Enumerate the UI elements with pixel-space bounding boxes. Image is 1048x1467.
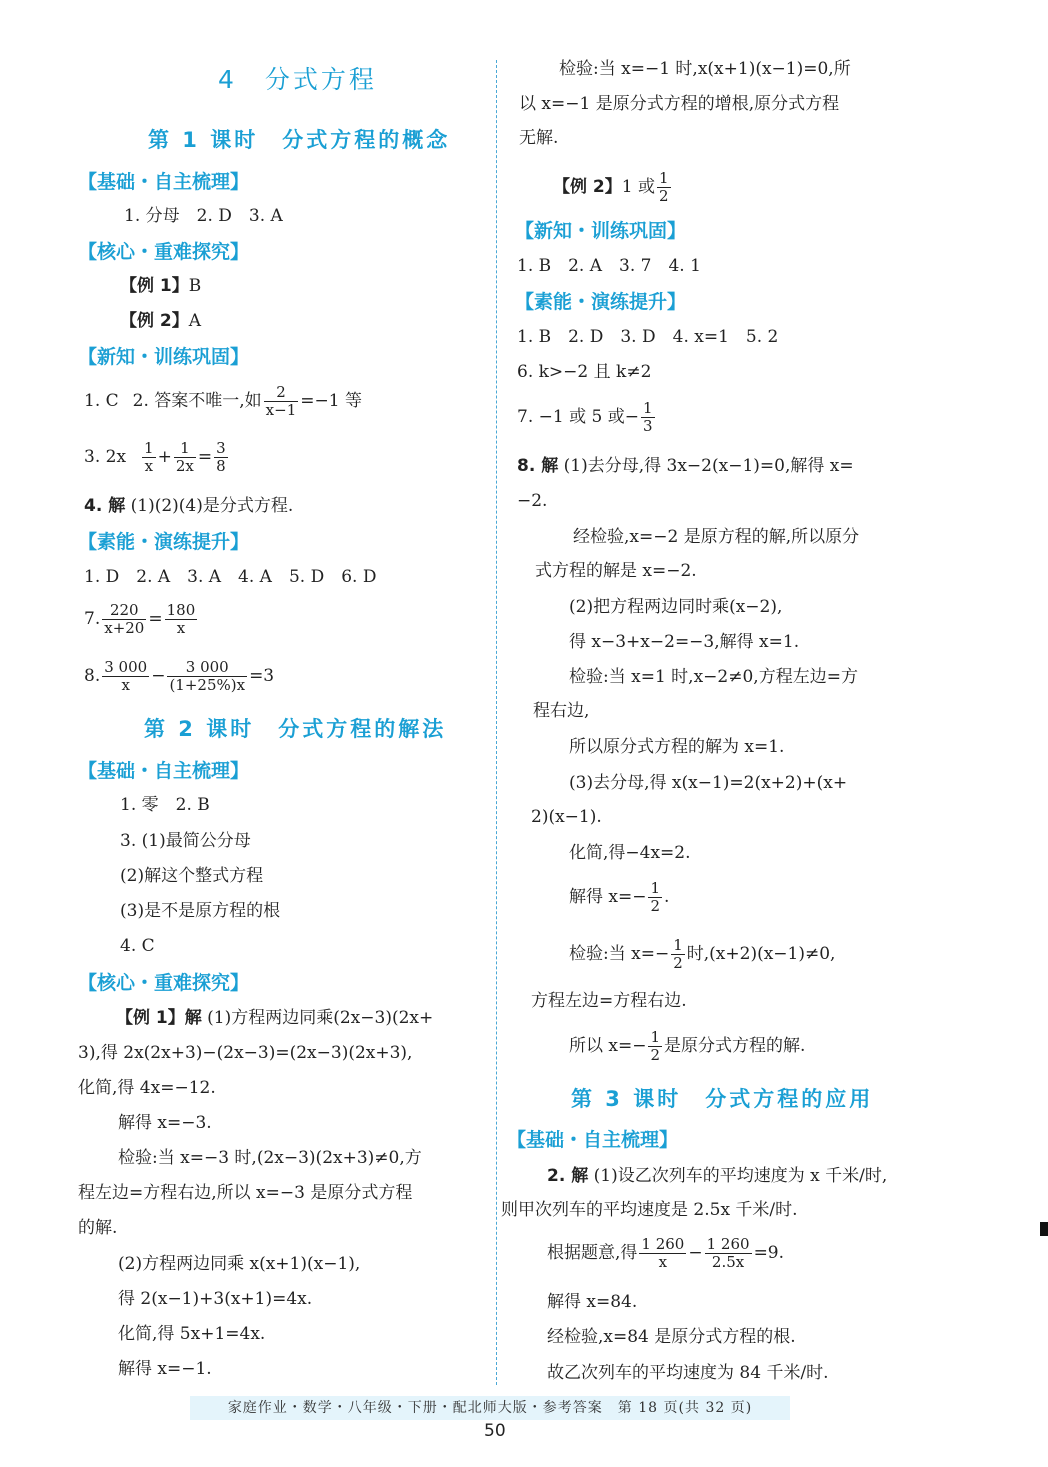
answer-line <box>84 494 293 518</box>
answer-line <box>517 400 657 435</box>
numerator: 3 <box>216 439 226 457</box>
text-line: 2)(x−1). <box>531 807 602 827</box>
text-line: 经检验,x=−2 是原方程的解,所以原分 <box>573 527 860 547</box>
fraction <box>167 659 247 694</box>
example-value: A <box>188 311 202 331</box>
answer-line: 1. 分母 2. D 3. A <box>124 206 283 226</box>
text-line <box>517 454 854 478</box>
answer-line: 6. k>−2 且 k≠2 <box>517 362 652 382</box>
example-answer <box>120 309 201 333</box>
section-heading: 【新知・训练巩固】 <box>515 220 687 242</box>
example-answer <box>120 274 201 298</box>
answer-text: 所以 x=− <box>569 1036 647 1056</box>
numerator: 1 260 <box>641 1235 685 1253</box>
text-line: 所以原分式方程的解为 x=1. <box>569 737 785 757</box>
solution-label: 8. 解 <box>517 456 559 476</box>
denominator: x <box>121 676 130 694</box>
numerator: 1 <box>174 440 196 458</box>
numerator: 1 <box>650 1028 661 1046</box>
text-line: 解得 x=−1. <box>118 1359 212 1379</box>
denominator: 2 <box>650 897 661 915</box>
numerator: 1 <box>673 936 683 954</box>
page-footer: 家庭作业・数学・八年级・下册・配北师大版・参考答案 第 18 页(共 32 页) <box>190 1396 790 1420</box>
section-heading: 【核心・重难探究】 <box>78 241 250 263</box>
lesson-1-title: 第 1 课时 分式方程的概念 <box>148 128 451 152</box>
numerator: 3 000 <box>167 659 247 677</box>
example-value: B <box>188 276 202 296</box>
text-line: 化简,得 4x=−12. <box>78 1078 216 1098</box>
denominator: x+20 <box>104 619 145 637</box>
denominator: 2 <box>658 187 669 205</box>
numerator: 1 <box>658 169 669 187</box>
answer-line: 1. D 2. A 3. A 4. A 5. D 6. D <box>84 567 377 587</box>
page-number: 50 <box>484 1421 506 1441</box>
chapter-title: 4 分式方程 <box>218 65 377 94</box>
answer-text: 检验:当 x=− <box>569 944 670 964</box>
text-line: 程右边, <box>533 701 590 721</box>
example-label: 【例 1】 <box>120 276 189 296</box>
answer-line: (2)解这个整式方程 <box>120 866 264 886</box>
denominator: x−1 <box>265 401 297 419</box>
answer-line: 8. $\frac{3 000}{x}$ − $\frac{3 000}{(1+25\%)x}$ =3 <box>84 658 275 694</box>
fraction <box>174 440 196 475</box>
answer-text: (1)(2)(4)是分式方程. <box>130 496 294 516</box>
fraction <box>671 937 685 972</box>
text-line: (3)去分母,得 x(x−1)=2(x+2)+(x+ <box>569 773 848 793</box>
column-divider <box>496 60 497 1385</box>
section-heading: 【素能・演练提升】 <box>78 531 250 553</box>
text-line: 的解. <box>78 1218 118 1238</box>
answer-item: =3 <box>249 666 275 686</box>
text-line: (2)方程两边同乘 x(x+1)(x−1), <box>118 1254 361 1274</box>
answer-text: (1)方程两边同乘(2x−3)(2x+ <box>207 1008 434 1028</box>
answer-text: (1)去分母,得 3x−2(x−1)=0,解得 x= <box>563 456 854 476</box>
fraction <box>102 659 149 694</box>
denominator: x <box>658 1253 668 1271</box>
text-line <box>569 937 835 972</box>
example-answer <box>553 170 673 205</box>
text-line <box>569 880 669 915</box>
answer-line: 7. $\frac{220}{x+20}$ = $\frac{180}{x}$ <box>84 601 196 637</box>
text-line: (2)把方程两边同时乘(x−2), <box>569 597 783 617</box>
section-heading: 【基础・自主梳理】 <box>78 171 250 193</box>
text-line: 化简,得 5x+1=4x. <box>118 1324 266 1344</box>
answer-item: 7. −1 或 5 或− <box>517 407 639 427</box>
text-line: 解得 x=84. <box>547 1292 638 1312</box>
text-line: −2. <box>517 491 548 511</box>
text-line: 解得 x=−3. <box>118 1113 212 1133</box>
example-label: 【例 1】解 <box>116 1008 202 1028</box>
denominator: 8 <box>216 457 226 475</box>
answer-line: 1. B 2. A 3. 7 4. 1 <box>517 256 701 276</box>
text-line: 以 x=−1 是原分式方程的增根,原分式方程 <box>519 94 840 114</box>
text-line <box>116 1006 433 1030</box>
text-line: 得 2(x−1)+3(x+1)=4x. <box>118 1289 313 1309</box>
example-label: 【例 2】 <box>553 177 622 197</box>
answer-text: 根据题意,得 <box>547 1243 638 1263</box>
answer-line: 3. 2x $\frac{1}{x}$ + $\frac{1}{2x}$ = $\frac{3}{8}$ <box>84 439 226 475</box>
edge-mark <box>1040 1222 1048 1236</box>
text-line: 故乙次列车的平均速度为 84 千米/时. <box>547 1363 829 1383</box>
fraction <box>639 1236 686 1271</box>
numerator: 2 <box>264 384 299 402</box>
fraction <box>142 440 156 475</box>
section-heading: 【新知・训练巩固】 <box>78 346 250 368</box>
text-line: 无解. <box>519 128 559 148</box>
answer-item: 8. <box>84 666 101 686</box>
denominator: 2.5x <box>711 1253 745 1271</box>
lesson-3-title: 第 3 课时 分式方程的应用 <box>571 1087 874 1111</box>
answer-line <box>84 384 362 419</box>
numerator: 1 260 <box>706 1235 750 1253</box>
denominator: 2 <box>650 1046 661 1064</box>
answer-item: 7. <box>84 609 101 629</box>
fraction <box>648 880 662 915</box>
text-line: 检验:当 x=−3 时,(2x−3)(2x+3)≠0,方 <box>118 1148 422 1168</box>
text-line <box>547 1164 887 1188</box>
section-heading: 【核心・重难探究】 <box>78 972 250 994</box>
answer-text: (1)设乙次列车的平均速度为 x 千米/时, <box>593 1166 888 1186</box>
numerator: 1 <box>650 879 661 897</box>
section-heading: 【基础・自主梳理】 <box>78 760 250 782</box>
lesson-2-title: 第 2 课时 分式方程的解法 <box>144 717 447 741</box>
example-label: 【例 2】 <box>120 311 189 331</box>
answer-text: . <box>664 887 670 907</box>
answer-text: 解得 x=− <box>569 887 647 907</box>
answer-line: 4. C <box>120 936 155 956</box>
fraction <box>102 602 146 637</box>
answer-text: 是原分式方程的解. <box>664 1036 806 1056</box>
fraction <box>648 1029 662 1064</box>
denominator: 2x <box>175 457 194 475</box>
numerator: 3 000 <box>104 658 148 676</box>
fraction <box>165 602 198 637</box>
denominator: x <box>144 457 154 475</box>
answer-line: 1. 零 2. B <box>120 795 210 815</box>
answer-text: =9. <box>753 1243 785 1263</box>
text-line: 得 x−3+x−2=−3,解得 x=1. <box>569 632 800 652</box>
fraction <box>641 400 655 435</box>
fraction <box>705 1236 752 1271</box>
denominator: x <box>176 619 186 637</box>
solution-label: 4. 解 <box>84 496 126 516</box>
text-line: 经检验,x=84 是原分式方程的根. <box>547 1327 796 1347</box>
text-line: 方程左边=方程右边. <box>531 991 687 1011</box>
text-line: 3),得 2x(2x+3)−(2x−3)=(2x−3)(2x+3), <box>78 1043 413 1063</box>
numerator: 220 <box>102 602 146 620</box>
text-line: 则甲次列车的平均速度是 2.5x 千米/时. <box>501 1200 798 1220</box>
fraction <box>264 384 299 419</box>
denominator: 3 <box>642 417 653 435</box>
text-line: 程左边=方程右边,所以 x=−3 是原分式方程 <box>78 1183 413 1203</box>
denominator: (1+25%)x <box>169 676 246 694</box>
denominator: 2 <box>673 954 683 972</box>
fraction <box>657 170 671 205</box>
section-heading: 【基础・自主梳理】 <box>507 1129 679 1151</box>
answer-text: 时,(x+2)(x−1)≠0, <box>686 944 836 964</box>
answer-item: 2. 答案不唯一,如 <box>132 391 262 411</box>
text-line: 检验:当 x=−1 时,x(x+1)(x−1)=0,所 <box>559 59 851 79</box>
text-line: 根据题意,得 $\frac{1 260}{x}$ − $\frac{1 260}{2.5x}$ =9. <box>547 1235 785 1271</box>
text-line: 检验:当 x=1 时,x−2≠0,方程左边=方 <box>569 667 858 687</box>
section-heading: 【素能・演练提升】 <box>515 291 687 313</box>
solution-label: 2. 解 <box>547 1166 589 1186</box>
answer-item: 1. C <box>84 391 119 411</box>
fraction <box>214 440 228 475</box>
text-line: 化简,得−4x=2. <box>569 843 691 863</box>
answer-line: (3)是不是原方程的根 <box>120 901 281 921</box>
numerator: 1 <box>144 439 154 457</box>
answer-item: =−1 等 <box>300 391 362 411</box>
answer-line: 1. B 2. D 3. D 4. x=1 5. 2 <box>517 327 779 347</box>
example-value: 1 或 <box>621 177 655 197</box>
text-line <box>569 1029 805 1064</box>
numerator: 1 <box>642 399 653 417</box>
answer-line: 3. (1)最简公分母 <box>120 831 251 851</box>
numerator: 180 <box>166 601 196 619</box>
answer-item: 3. 2x <box>84 447 127 467</box>
text-line: 式方程的解是 x=−2. <box>535 561 697 581</box>
